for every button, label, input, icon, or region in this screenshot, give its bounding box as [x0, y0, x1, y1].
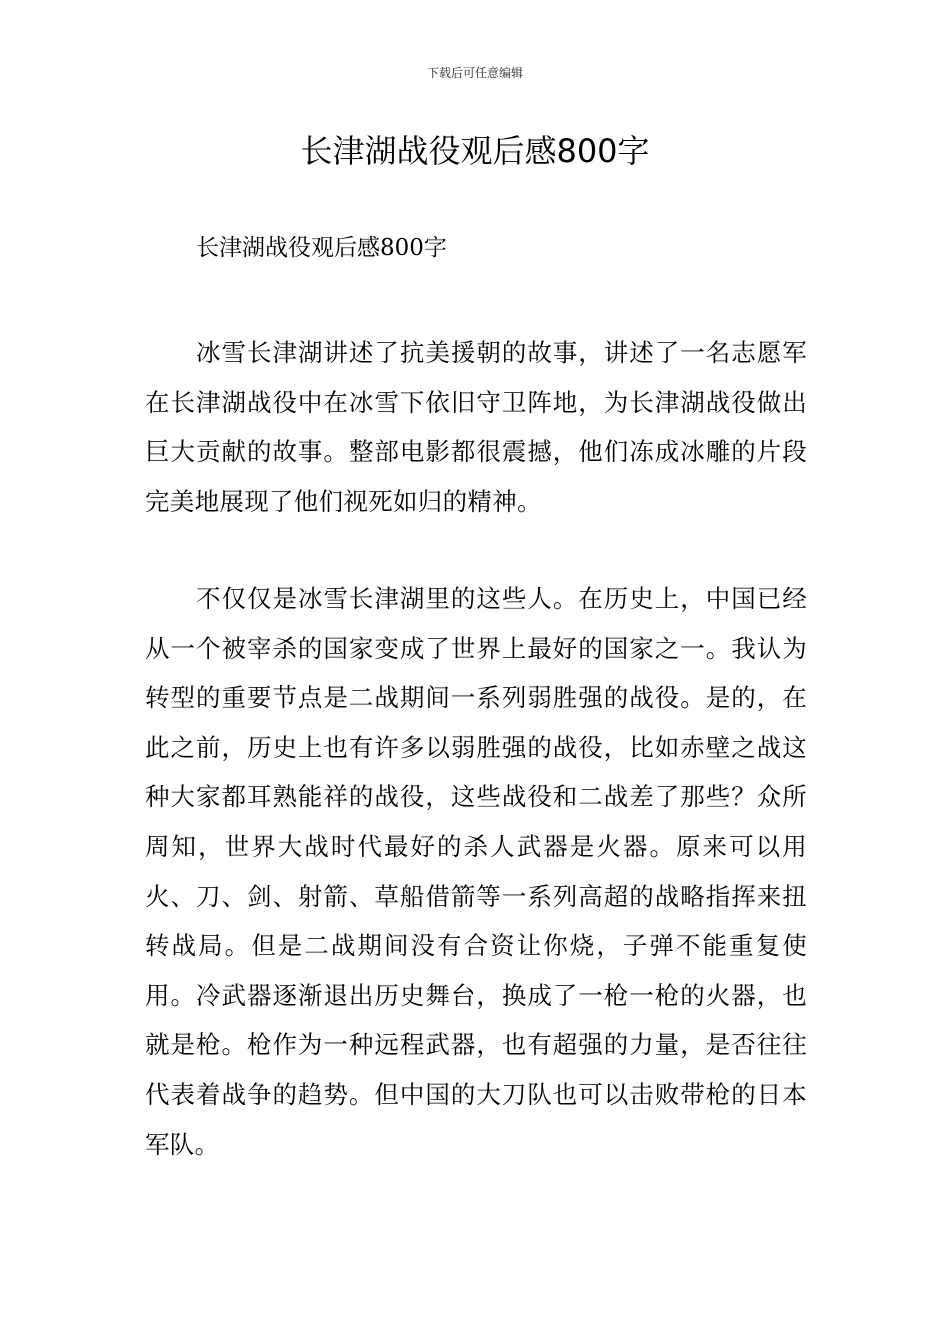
header-note: 下载后可任意编辑: [426, 66, 523, 80]
document-title: 长津湖战役观后感800字: [300, 132, 650, 170]
document-subtitle: 长津湖战役观后感800字: [196, 235, 447, 261]
body-paragraph-1: 冰雪长津湖讲述了抗美援朝的故事，讲述了一名志愿军在长津湖战役中在冰雪下依旧守卫阵地，为长津湖战役做出巨大贡献的故事。整部电影都很震撼，他们冻成冰雕的片段完美地展现了他们视死如归的精神。: [145, 338, 807, 516]
body-paragraph-2: 不仅仅是冰雪长津湖里的这些人。在历史上，中国已经从一个被宰杀的国家变成了世界上最好的国家之一。我认为转型的重要节点是二战期间一系列弱胜强的战役。是的，在此之前，历史上也有许多以弱胜强的战役，比如赤壁之战这种大家都耳熟能祥的战役，这些战役和二战差了那些？众所周知，世界大战时代最好的杀人武器是火器。原来可以用火、刀、剑、射箭、草船借箭等一系列高超的战略指挥来扭转战局。但是二战期间没有合资让你烧，子弹不能重复使用。冷武器逐渐退出历史舞台，换成了一枪一枪的火器，也就是枪。枪作为一种远程武器，也有超强的力量，是否往往代表着战争的趋势。但中国的大刀队也可以击败带枪的日本军队。: [145, 584, 807, 1159]
